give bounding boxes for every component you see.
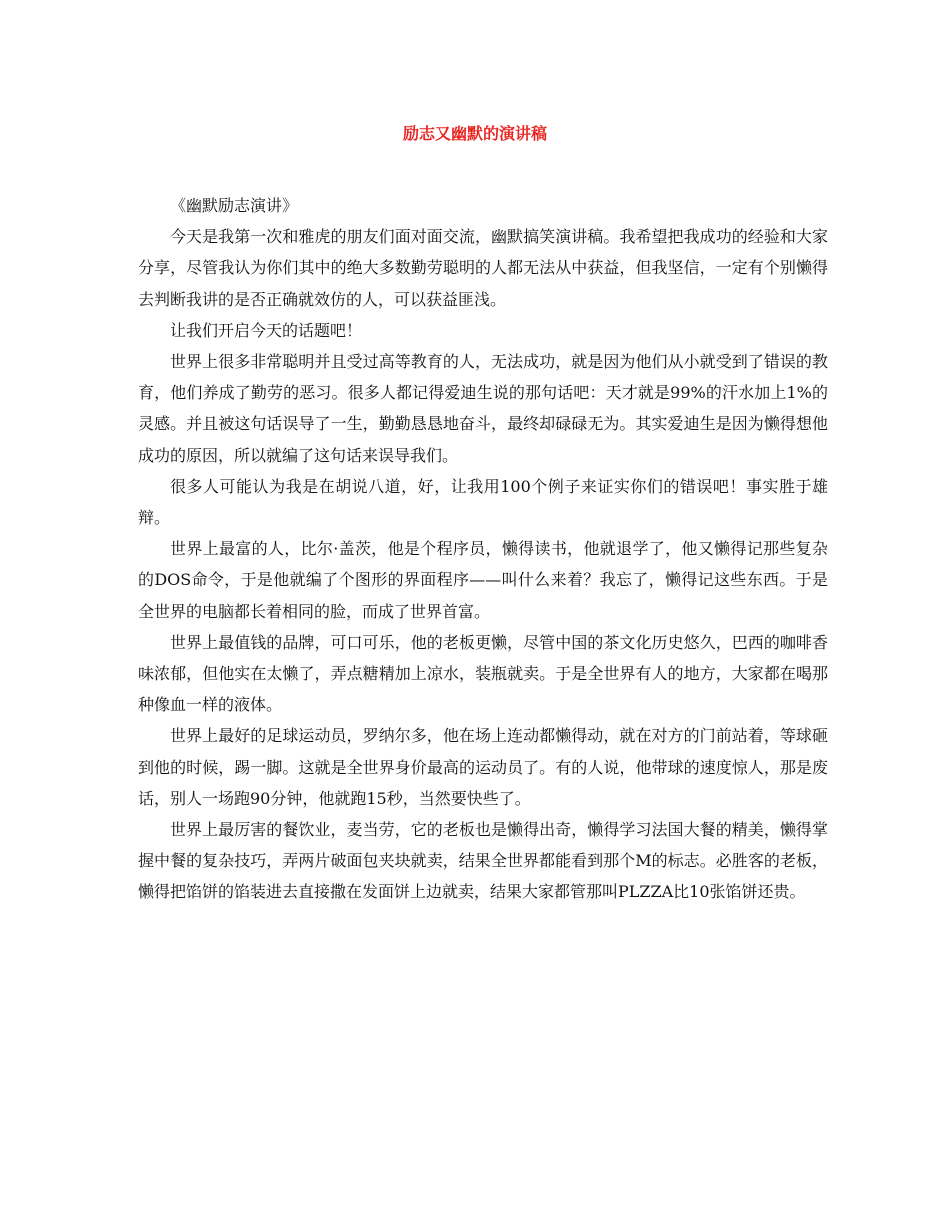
paragraph: 今天是我第一次和雅虎的朋友们面对面交流，幽默搞笑演讲稿。我希望把我成功的经验和大家分享，尽管我认为你们其中的绝大多数勤劳聪明的人都无法从中获益，但我坚信，一定有个别懒得去判断我讲的是否正确就效仿的人，可以获益匪浅。	[138, 227, 828, 309]
paragraph: 很多人可能认为我是在胡说八道，好，让我用100个例子来证实你们的错误吧！事实胜于雄辩。	[138, 476, 828, 528]
paragraph: 世界上最好的足球运动员，罗纳尔多，他在场上连动都懒得动，就在对方的门前站着，等球砸到他的时候，踢一脚。这就是全世界身价最高的运动员了。有的人说，他带球的速度惊人，那是废话，别人一场跑90分钟，他就跑15秒，当然要快些了。	[138, 726, 828, 808]
paragraph: 世界上很多非常聪明并且受过高等教育的人，无法成功，就是因为他们从小就受到了错误的教育，他们养成了勤劳的恶习。很多人都记得爱迪生说的那句话吧：天才就是99%的汗水加上1%的灵感。并且被这句话误导了一生，勤勤恳恳地奋斗，最终却碌碌无为。其实爱迪生是因为懒得想他成功的原因，所以就编了这句话来误导我们。	[138, 352, 828, 465]
paragraph: 世界上最厉害的餐饮业，麦当劳，它的老板也是懒得出奇，懒得学习法国大餐的精美，懒得掌握中餐的复杂技巧，弄两片破面包夹块就卖，结果全世界都能看到那个M的标志。必胜客的老板，懒得把馅饼的馅装进去直接撒在发面饼上边就卖，结果大家都管那叫PLZZA比10张馅饼还贵。	[138, 820, 828, 902]
paragraph: 让我们开启今天的话题吧！	[170, 320, 363, 340]
paragraph: 世界上最值钱的品牌，可口可乐，他的老板更懒，尽管中国的茶文化历史悠久，巴西的咖啡香味浓郁，但他实在太懒了，弄点糖精加上凉水，装瓶就卖。于是全世界有人的地方，大家都在喝那种像血一样的液体。	[138, 632, 828, 715]
document-title: 励志又幽默的演讲稿	[402, 124, 547, 143]
paragraph-heading: 《幽默励志演讲》	[170, 196, 299, 215]
document-body	[138, 190, 828, 908]
paragraph: 世界上最富的人，比尔·盖茨，他是个程序员，懒得读书，他就退学了，他又懒得记那些复杂的DOS命令，于是他就编了个图形的界面程序——叫什么来着？我忘了，懒得记这些东西。于是全世界的电脑都长着相同的脸，而成了世界首富。	[138, 539, 828, 621]
